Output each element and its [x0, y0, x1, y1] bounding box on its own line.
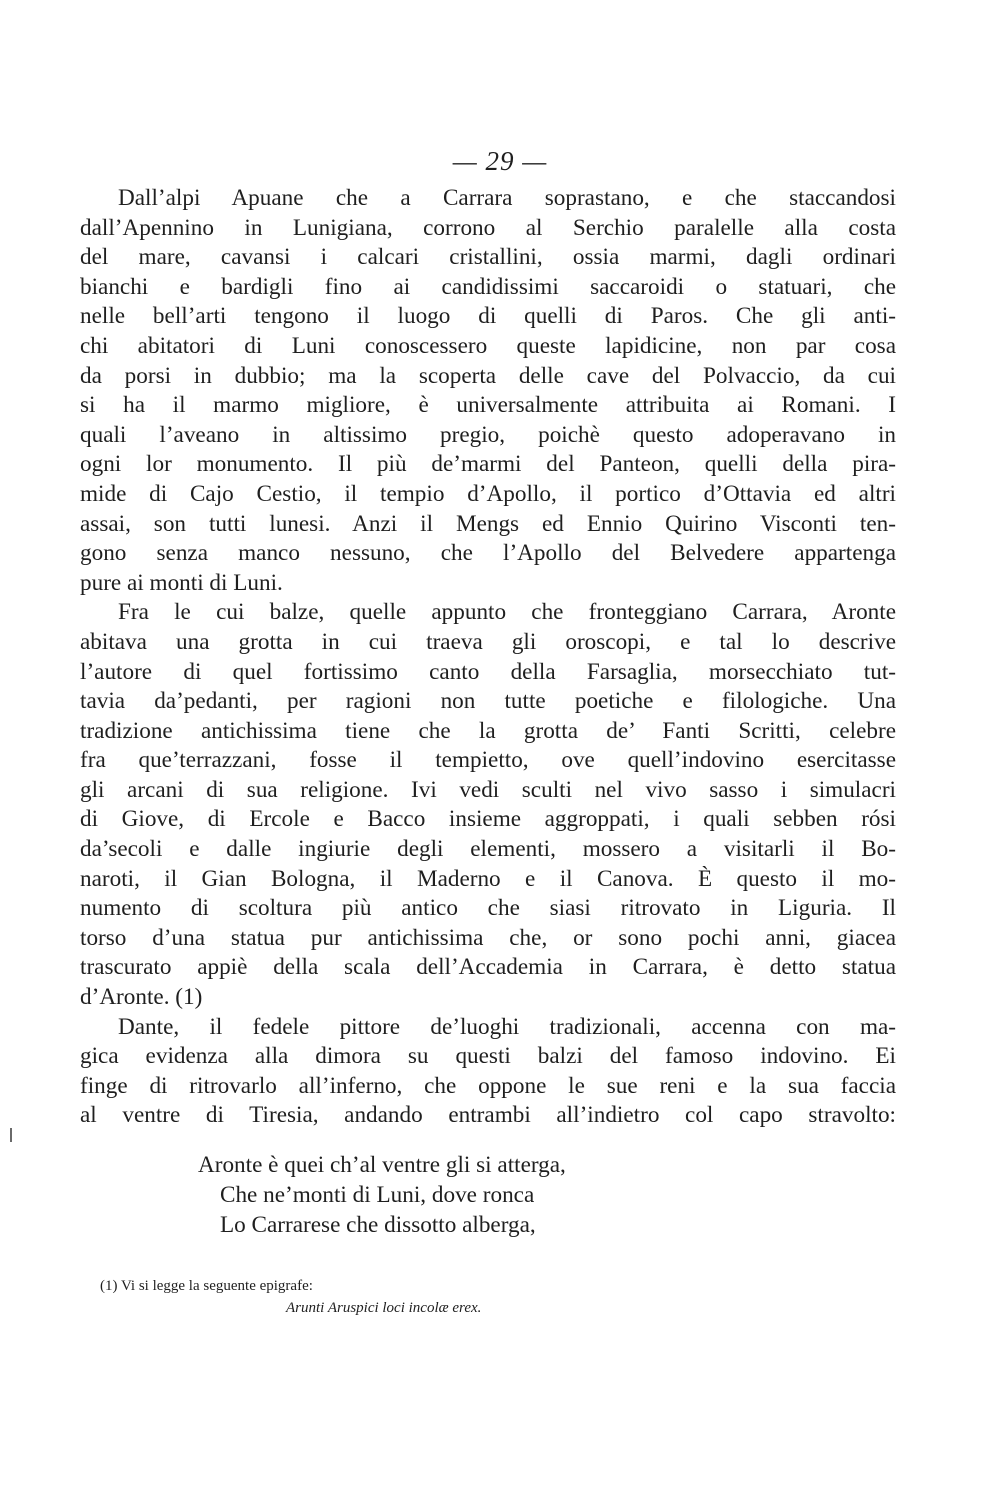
text-line: naroti, il Gian Bologna, il Maderno e il Canova. È questo il mo-: [80, 865, 896, 892]
verse-line: Aronte è quei ch’al ventre gli si atterga,: [198, 1152, 566, 1178]
paragraph-2: [80, 598, 896, 1012]
text-line: assai, son tutti lunesi. Anzi il Mengs ed Ennio Quirino Visconti ten-: [80, 510, 896, 537]
text-line: numento di scoltura più antico che siasi ritrovato in Liguria. Il: [80, 895, 896, 922]
text-line: d’Aronte. (1): [80, 984, 203, 1011]
text-line: nelle bell’arti tengono il luogo di quelli di Paros. Che gli anti-: [80, 303, 896, 330]
verse-quotation: [198, 1150, 658, 1240]
text-line: torso d’una statua pur antichissima che, or sono pochi anni, giacea: [80, 924, 896, 951]
text-line: gono senza manco nessuno, che l’Apollo del Belvedere appartenga: [80, 540, 896, 567]
text-line: da porsi in dubbio; ma la scoperta delle cave del Polvaccio, da cui: [80, 362, 896, 389]
footnote-epigraph: Arunti Aruspici loci incolæ erex.: [286, 1300, 482, 1316]
text-line: trascurato appiè della scala dell’Accademia in Carrara, è detto statua: [80, 954, 896, 981]
text-line: tradizione antichissima tiene che la grotta de’ Fanti Scritti, celebre: [80, 717, 896, 744]
text-line: di Giove, di Ercole e Bacco insieme aggroppati, i quali sebben rósi: [80, 806, 896, 833]
text-line: gli arcani di sua religione. Ivi vedi sculti nel vivo sasso i simulacri: [80, 776, 896, 803]
text-line: al ventre di Tiresia, andando entrambi all’indietro col capo stravolto:: [80, 1102, 896, 1129]
margin-mark: [10, 1128, 12, 1142]
text-line: Dall’alpi Apuane che a Carrara soprastano, e che staccandosi: [118, 185, 896, 211]
text-line: si ha il marmo migliore, è universalmente attribuita ai Romani. I: [80, 392, 896, 419]
page-number: — 29 —: [452, 146, 548, 176]
text-line: bianchi e bardigli fino ai candidissimi saccaroidi o statuari, che: [80, 273, 896, 300]
text-line: quali l’aveano in altissimo pregio, poichè questo adoperavano in: [80, 421, 896, 448]
text-line: gica evidenza alla dimora su questi balzi del famoso indovino. Ei: [80, 1043, 896, 1070]
text-line: finge di ritrovarlo all’inferno, che oppone le sue reni e la sua faccia: [80, 1072, 896, 1099]
text-line: dall’Apennino in Lunigiana, corrono al Serchio paralelle alla costa: [80, 214, 896, 241]
paragraph-1: [80, 184, 896, 598]
text-line: Dante, il fedele pittore de’luoghi tradizionali, accenna con ma-: [118, 1013, 896, 1040]
text-line: del mare, cavansi i calcari cristallini, ossia marmi, dagli ordinari: [80, 244, 896, 271]
text-line: da’secoli e dalle ingiurie degli elementi, mossero a visitarli il Bo-: [80, 836, 896, 863]
footnote-text: (1) Vi si legge la seguente epigrafe:: [100, 1278, 313, 1294]
paragraph-3: [80, 1013, 896, 1131]
text-line: chi abitatori di Luni conoscessero queste lapidicine, non par cosa: [80, 332, 896, 359]
text-line: ogni lor monumento. Il più de’marmi del Panteon, quelli della pira-: [80, 451, 896, 478]
text-line: fra que’terrazzani, fosse il tempietto, ove quell’indovino esercitasse: [80, 747, 896, 774]
footnote: [100, 1275, 620, 1319]
text-line: abitava una grotta in cui traeva gli oroscopi, e tal lo descrive: [80, 628, 896, 655]
verse-line: Lo Carrarese che dissotto alberga,: [220, 1212, 536, 1238]
text-line: tavia da’pedanti, per ragioni non tutte poetiche e filologiche. Una: [80, 688, 896, 715]
verse-line: Che ne’monti di Luni, dove ronca: [220, 1182, 535, 1208]
text-line: pure ai monti di Luni.: [80, 569, 283, 596]
text-line: Fra le cui balze, quelle appunto che fronteggiano Carrara, Aronte: [118, 599, 896, 626]
text-line: mide di Cajo Cestio, il tempio d’Apollo, il portico d’Ottavia ed altri: [80, 480, 896, 507]
text-line: l’autore di quel fortissimo canto della Farsaglia, morsecchiato tut-: [80, 658, 896, 685]
body-text: [80, 184, 896, 1131]
